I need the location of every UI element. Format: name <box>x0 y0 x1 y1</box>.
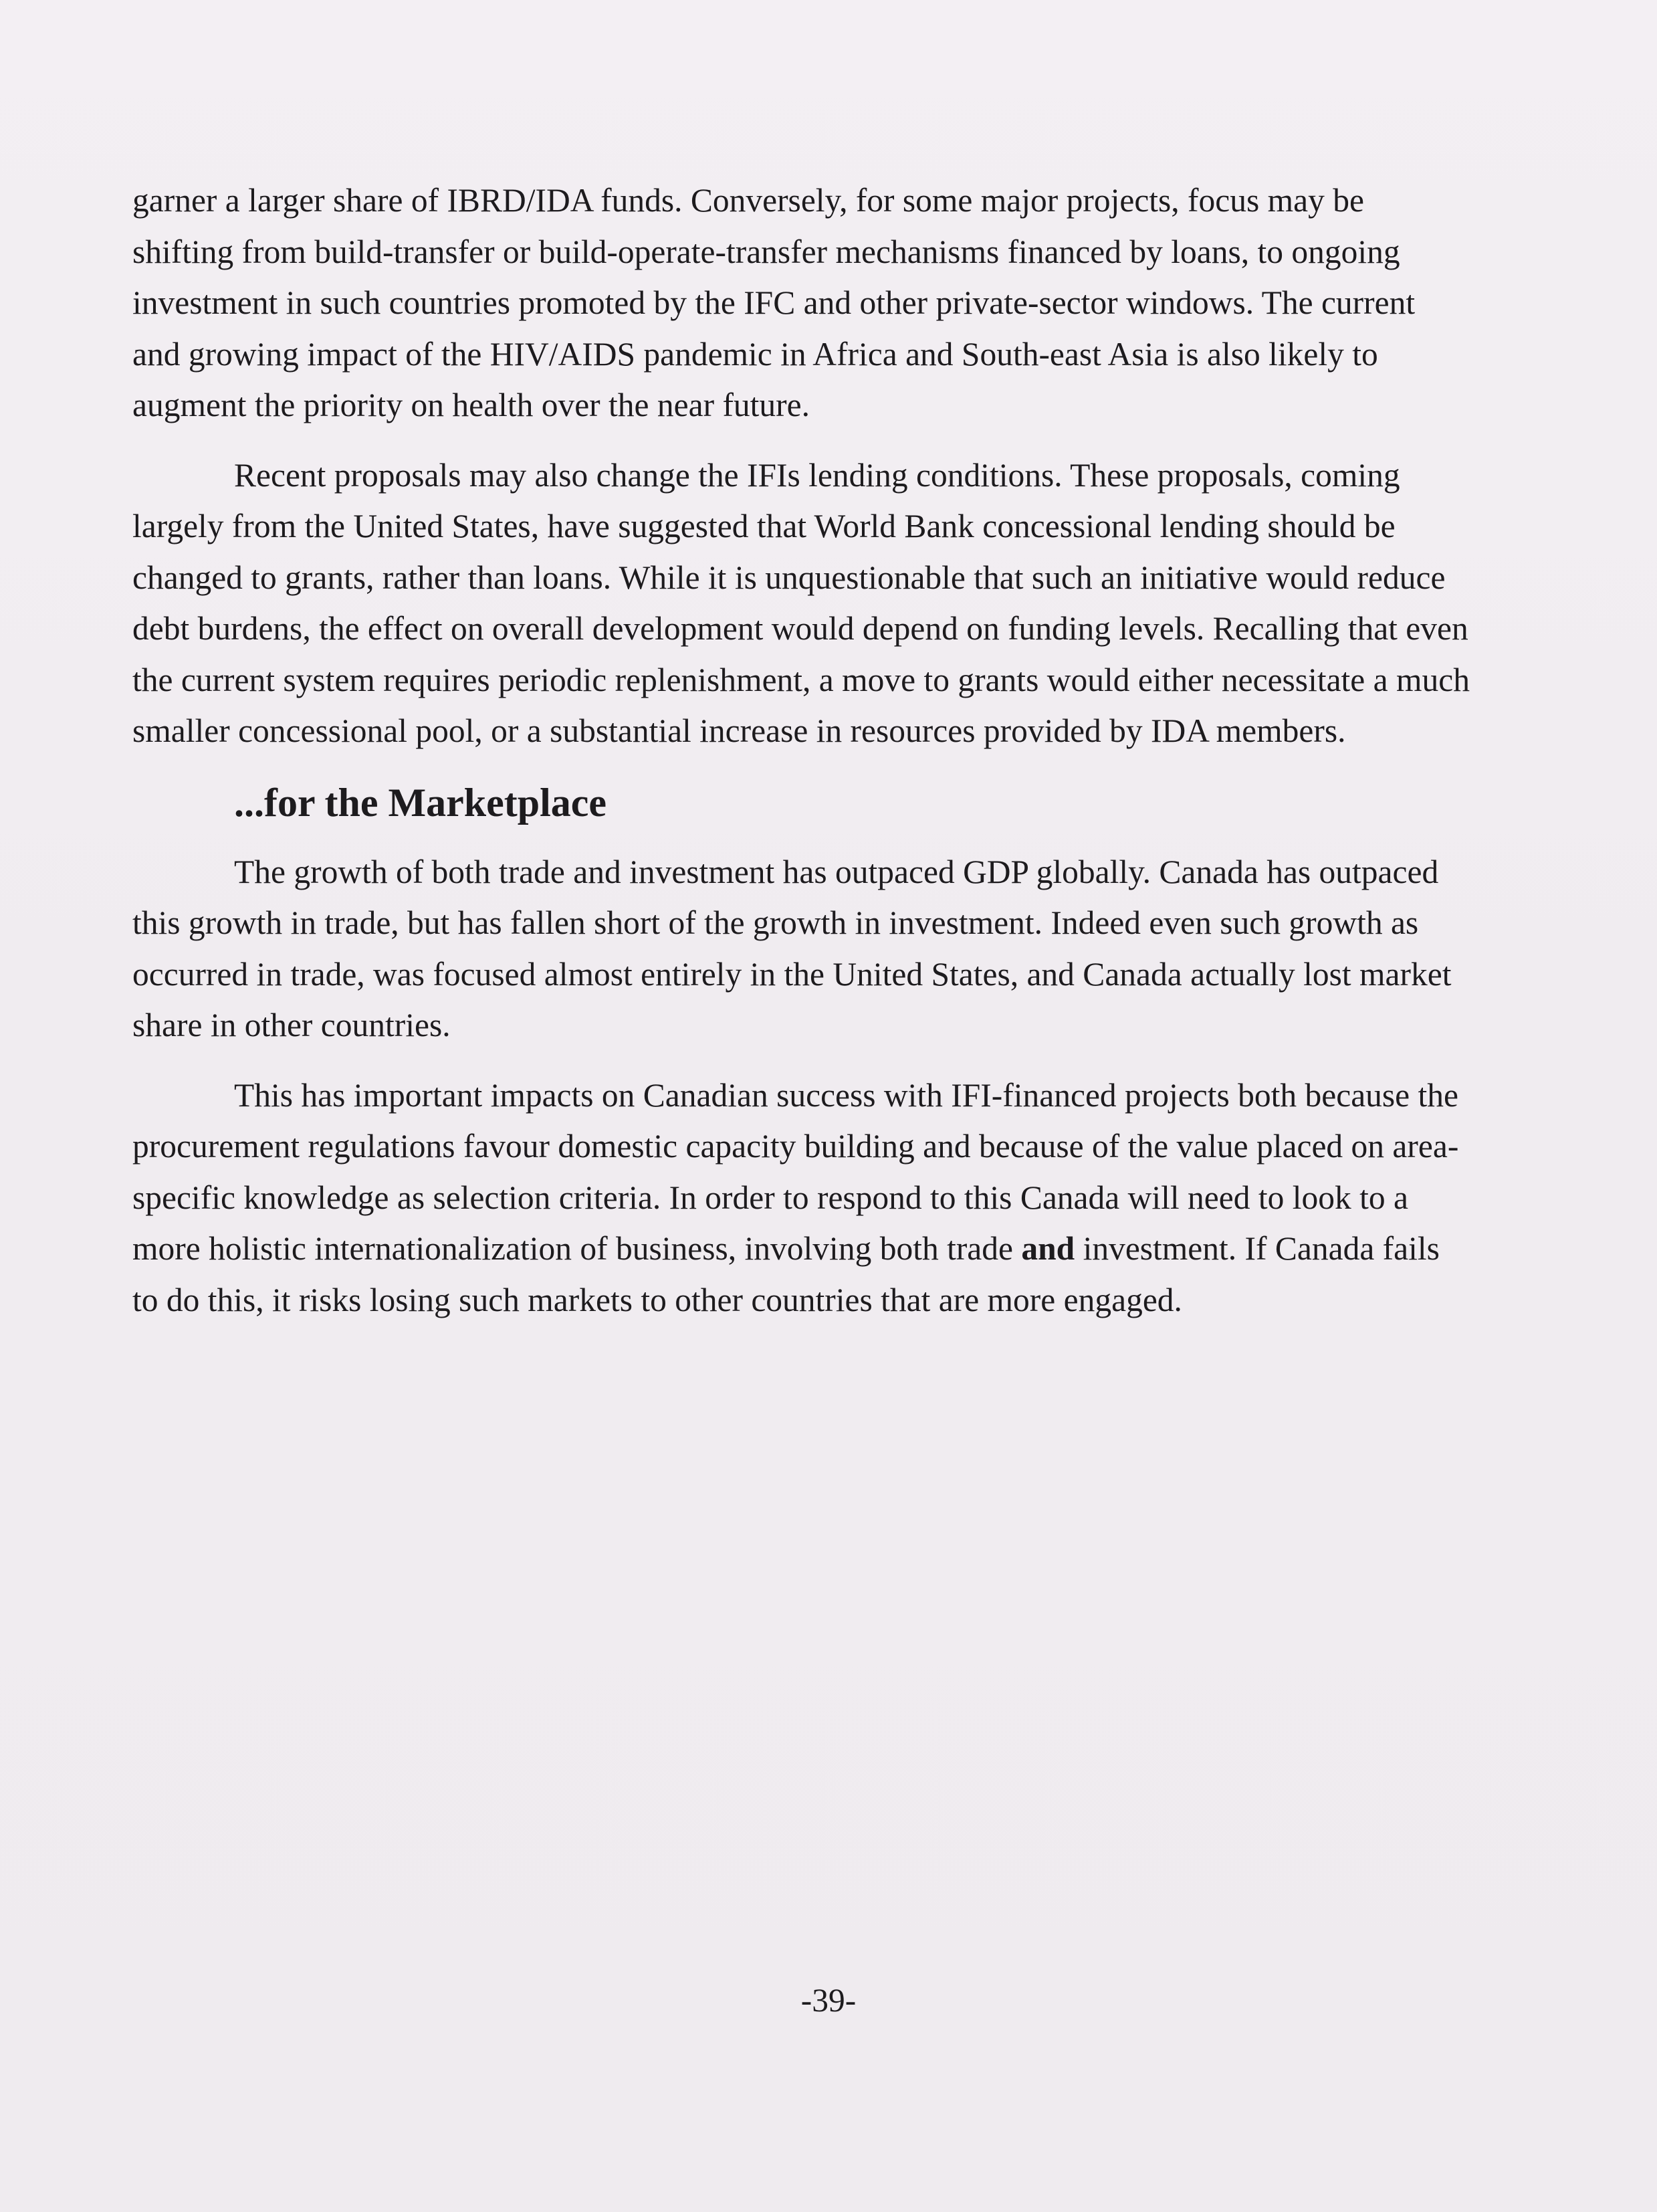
paragraph-4-text-start: This has important impacts on Canadian success with IFI-financed projects both because the procurement regulations favour domestic capacity building and because of the value placed on area-specific knowledge as selection criteria. In order to respond to this Canada will need to look to a more holistic internationalization of business, involving both trade <box>132 1076 1459 1267</box>
body-text <box>132 175 1470 1344</box>
paragraph-4 <box>132 1070 1470 1326</box>
section-heading: ...for the Marketplace <box>234 780 607 825</box>
paragraph-4-text-end: investment. If Canada fails to do this, it risks losing such markets to other countries that are more engaged. <box>132 1230 1440 1318</box>
paragraph-1: garner a larger share of IBRD/IDA funds. Conversely, for some major projects, focus may be shifting from build-transfer or build-operate-transfer mechanisms financed by loans, to ongoing investment in such countries promoted by the IFC and other private-sector windows. The current and growing impact of the HIV/AIDS pandemic in Africa and South-east Asia is also likely to augment the priority on health over the near future. <box>132 182 1416 423</box>
paragraph-4-emphasis: and <box>1021 1230 1075 1267</box>
page-number: -39- <box>800 1982 857 2019</box>
paragraph-3: The growth of both trade and investment has outpaced GDP globally. Canada has outpaced this growth in trade, but has fallen short of the growth in investment. Indeed even such growth as occurred in trade, was focused almost entirely in the United States, and Canada actually lost market share in other countries. <box>132 853 1452 1043</box>
paragraph-2: Recent proposals may also change the IFIs lending conditions. These proposals, coming largely from the United States, have suggested that World Bank concessional lending should be changed to grants, rather than loans. While it is unquestionable that such an initiative would reduce debt burdens, the effect on overall development would depend on funding levels. Recalling that even the current system requires periodic replenishment, a move to grants would either necessitate a much smaller concessional pool, or a substantial increase in resources provided by IDA members. <box>132 456 1470 749</box>
